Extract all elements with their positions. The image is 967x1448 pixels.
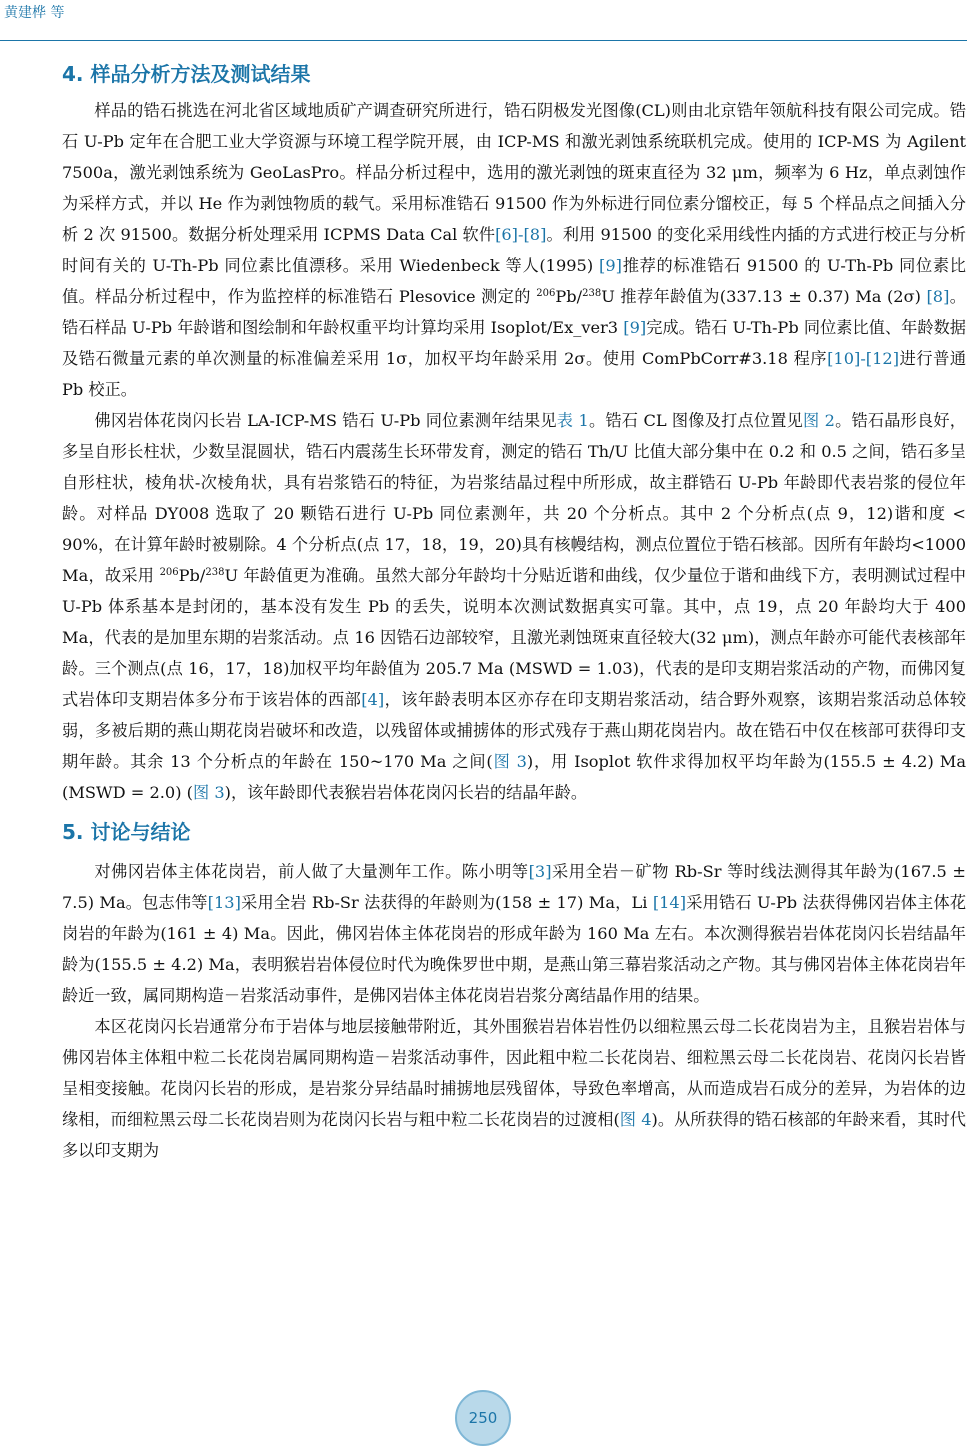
- citation-link[interactable]: [8]: [926, 287, 950, 306]
- section-5-paragraph-1: 对佛冈岩体主体花岗岩，前人做了大量测年工作。陈小明等[3]采用全岩－矿物 Rb-Sr 等时线法测得其年龄为(167.5 ± 7.5) Ma。包志伟等[13]采用全岩 Rb-Sr 法获得的年龄则为(158 ± 17) Ma，Li [14]采用锆石 U-Pb 法获得佛冈岩体主体花岗岩的年龄为(161 ± 4) Ma。因此，佛冈岩体主体花岗岩的形成年龄为 160 Ma 左右。本次测得猴岩岩体花岗闪长岩结晶年龄为(155.5 ± 4.2) Ma，表明猴岩岩体侵位时代为晚侏罗世中期，是燕山第三幕岩浆活动之产物。其与佛冈岩体主体花岗岩年龄近一致，属同期构造－岩浆活动事件，是佛冈岩体主体花岗岩岩浆分离结晶作用的结果。: [62, 862, 967, 1005]
- page-number: 250: [468, 1409, 498, 1427]
- section-5-paragraph-2: 本区花岗闪长岩通常分布于岩体与地层接触带附近，其外围猴岩岩体岩性仍以细粒黑云母二长花岗岩为主，且猴岩岩体与佛冈岩体主体粗中粒二长花岗岩属同期构造－岩浆活动事件，因此粗中粒二长花岗岩、细粒黑云母二长花岗岩、花岗闪长岩皆呈相变接触。花岗闪长岩的形成，是岩浆分异结晶时捕掳地层残留体，导致色率增高，从而造成岩石成分的差异，为岩体的边缘相，而细粒黑云母二长花岗岩则为花岗闪长岩与粗中粒二长花岗岩的过渡相(图 4)。从所获得的锆石核部的年龄来看，其时代多以印支期为: [62, 1017, 966, 1160]
- page-number-badge: [455, 1390, 511, 1446]
- citation-link[interactable]: 图 4: [619, 1110, 652, 1129]
- citation-link[interactable]: [3]: [528, 862, 552, 881]
- running-head-authors: 黄建桦 等: [4, 5, 65, 21]
- citation-link[interactable]: 图 3: [192, 783, 225, 802]
- isotope-superscript: 238: [205, 567, 225, 578]
- isotope-superscript: 206: [536, 288, 556, 299]
- citation-link[interactable]: [10]-[12]: [827, 349, 900, 368]
- citation-link[interactable]: [14]: [652, 893, 687, 912]
- citation-link[interactable]: [13]: [207, 893, 241, 912]
- citation-link[interactable]: 图 2: [802, 411, 835, 430]
- isotope-superscript: 206: [159, 567, 179, 578]
- section-4-paragraph-1: 样品的锆石挑选在河北省区域地质矿产调查研究所进行，锆石阴极发光图像(CL)则由北京锆年领航科技有限公司完成。锆石 U-Pb 定年在合肥工业大学资源与环境工程学院开展，由 ICP-MS 和激光剥蚀系统联机完成。使用的 ICP-MS 为 Agilent 7500a，激光剥蚀系统为 GeoLasPro。样品分析过程中，选用的激光剥蚀的斑束直径为 32 μm，频率为 6 Hz，单点剥蚀作为采样方式，并以 He 作为剥蚀物质的载气。采用标准锆石 91500 作为外标进行同位素分馏校正，每 5 个样品点之间插入分析 2 次 91500。数据分析处理采用 ICPMS Data Cal 软件[6]-[8]。利用 91500 的变化采用线性内插的方式进行校正与分析时间有关的 U-Th-Pb 同位素比值漂移。采用 Wiedenbeck 等人(1995) [9]推荐的标准锆石 91500 的 U-Th-Pb 同位素比值。样品分析过程中，作为监控样的标准锆石 Plesovice 测定的 $^{206}$Pb/$^{238}$U 推荐年龄值为(337.13 ± 0.37) Ma (2σ) [8]。锆石样品 U-Pb 年龄谐和图绘制和年龄权重平均计算均采用 Isoplot/Ex_ver3 [9]完成。锆石 U-Th-Pb 同位素比值、年龄数据及锆石微量元素的单次测量的标准偏差采用 1σ，加权平均年龄采用 2σ。使用 ComPbCorr#3.18 程序[10]-[12]进行普通 Pb 校正。: [62, 101, 967, 399]
- citation-link[interactable]: [6]-[8]: [495, 225, 547, 244]
- isotope-superscript: 238: [582, 288, 602, 299]
- running-head: [0, 0, 967, 41]
- citation-link[interactable]: [9]: [623, 318, 647, 337]
- article-body: [62, 52, 966, 1166]
- citation-link[interactable]: 图 3: [492, 752, 527, 771]
- section-4-heading: 4. 样品分析方法及测试结果: [62, 62, 311, 86]
- citation-link[interactable]: [4]: [361, 690, 385, 709]
- section-5-heading: 5. 讨论与结论: [62, 820, 191, 844]
- section-4-paragraph-2: 佛冈岩体花岗闪长岩 LA-ICP-MS 锆石 U-Pb 同位素测年结果见表 1。锆石 CL 图像及打点位置见图 2。锆石晶形良好，多呈自形长柱状，少数呈混圆状，锆石内震荡生长环带发育，测定的锆石 Th/U 比值大部分集中在 0.2 和 0.5 之间，锆石多呈自形柱状，棱角状-次棱角状，具有岩浆锆石的特征，为岩浆结晶过程中所形成，故主群锆石 U-Pb 年龄即代表岩浆的侵位年龄。对样品 DY008 选取了 20 颗锆石进行 U-Pb 同位素测年，共 20 个分析点。其中 2 个分析点(点 9，12)谐和度 < 90%，在计算年龄时被剔除。4 个分析点(点 17，18，19，20)具有核幔结构，测点位置位于锆石核部。因所有年龄均<1000 Ma，故采用 $^{206}$Pb/$^{238}$U 年龄值更为准确。虽然大部分年龄均十分贴近谐和曲线，仅少量位于谐和曲线下方，表明测试过程中 U-Pb 体系基本是封闭的，基本没有发生 Pb 的丢失，说明本次测试数据真实可靠。其中，点 19，点 20 年龄均大于 400 Ma，代表的是加里东期的岩浆活动。点 16 因锆石边部较窄，且激光剥蚀斑束直径较大(32 μm)，测点年龄亦可能代表核部年龄。三个测点(点 16，17，18)加权平均年龄值为 205.7 Ma (MSWD = 1.03)，代表的是印支期岩浆活动的产物，而佛冈复式岩体印支期岩体多分布于该岩体的西部[4]，该年龄表明本区亦存在印支期岩浆活动，结合野外观察，该期岩浆活动总体较弱，多被后期的燕山期花岗岩破坏和改造，以残留体或捕掳体的形式残存于燕山期花岗岩内。故在锆石中仅在核部可获得印支期年龄。其余 13 个分析点的年龄在 150~170 Ma 之间(图 3)，用 Isoplot 软件求得加权平均年龄为(155.5 ± 4.2) Ma (MSWD = 2.0) (图 3)，该年龄即代表猴岩岩体花岗闪长岩的结晶年龄。: [62, 411, 967, 802]
- citation-link[interactable]: [9]: [599, 256, 622, 275]
- citation-link[interactable]: 表 1: [556, 411, 589, 430]
